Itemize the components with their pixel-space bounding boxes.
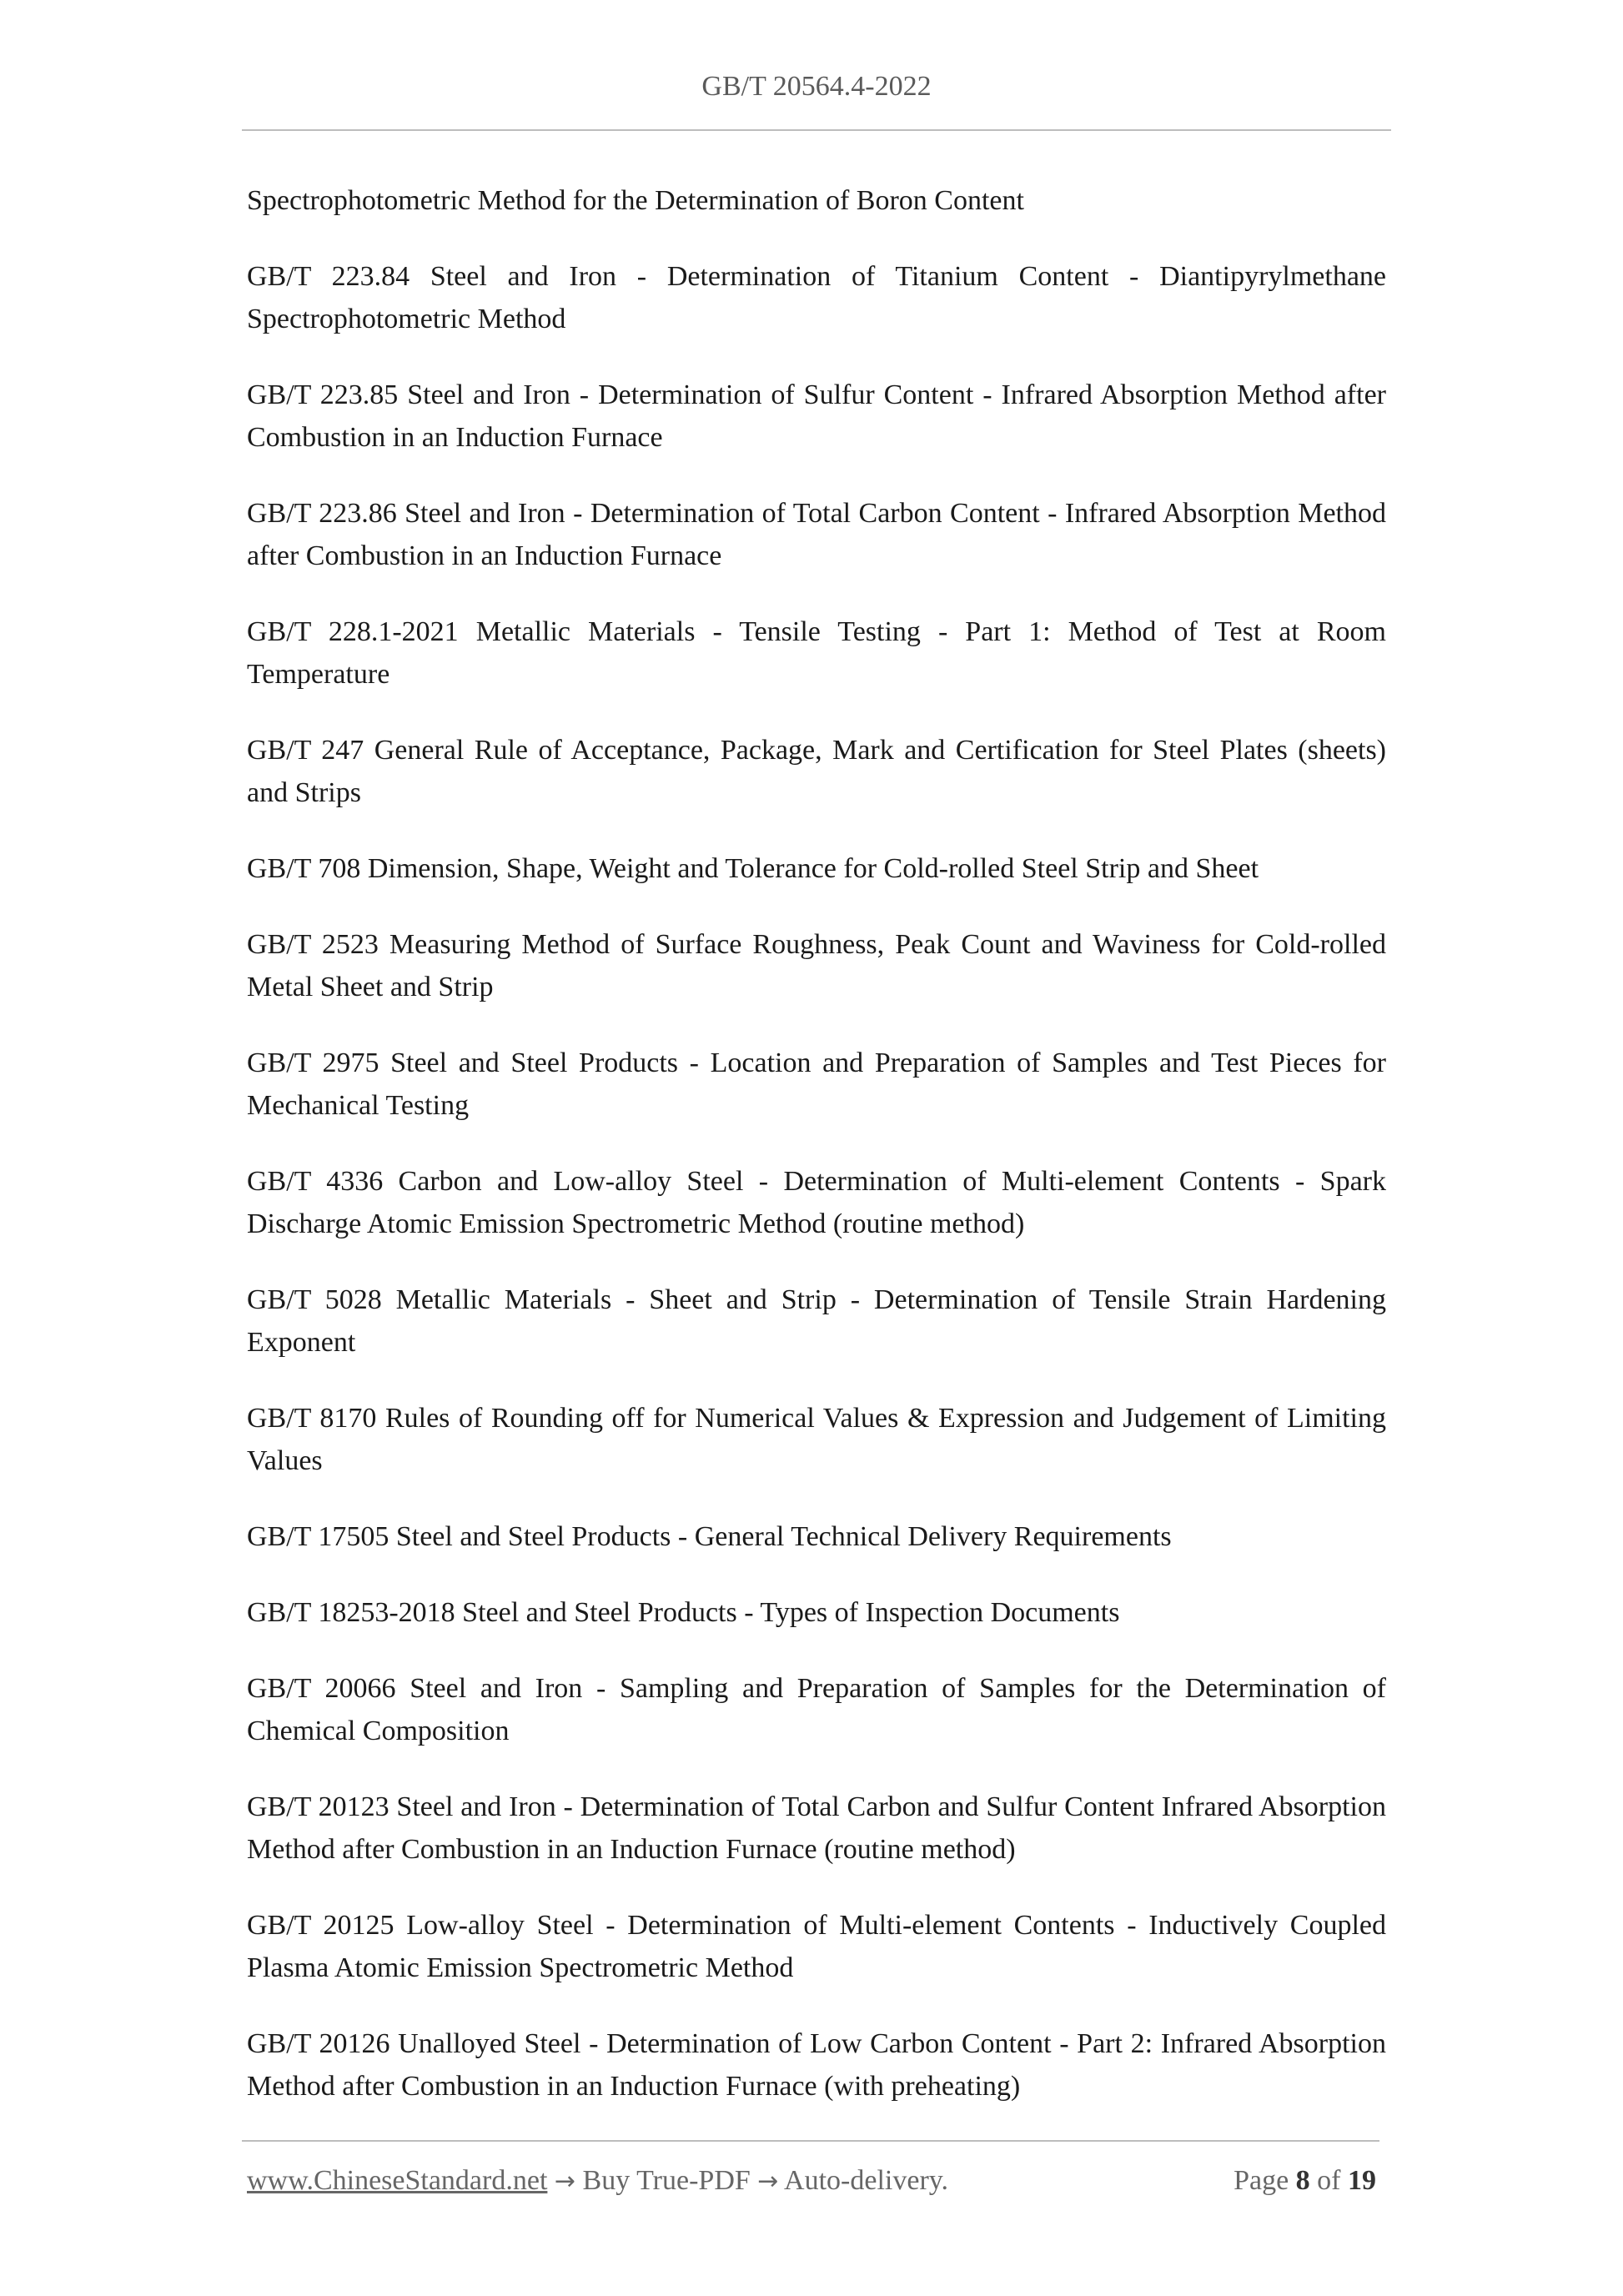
- reference-item: GB/T 20123 Steel and Iron - Determination of Total Carbon and Sulfur Content Infrared Absorption Method after Combustion in an Induction Furnace (routine method): [247, 1791, 1386, 1865]
- reference-item: GB/T 20066 Steel and Iron - Sampling and Preparation of Samples for the Determination of Chemical Composition: [247, 1673, 1386, 1746]
- reference-item: Spectrophotometric Method for the Determination of Boron Content: [247, 185, 1024, 216]
- arrow-right-icon: →: [554, 2167, 576, 2196]
- page-of-label: of: [1317, 2165, 1341, 2196]
- reference-item: GB/T 708 Dimension, Shape, Weight and Tolerance for Cold-rolled Steel Strip and Sheet: [247, 853, 1259, 884]
- reference-item: GB/T 2975 Steel and Steel Products - Location and Preparation of Samples and Test Pieces for Mechanical Testing: [247, 1048, 1386, 1121]
- arrow-right-icon: →: [757, 2167, 779, 2196]
- header-divider: [242, 129, 1391, 131]
- page-current: 8: [1295, 2165, 1310, 2196]
- normative-references-list: [247, 179, 1386, 2141]
- reference-item: GB/T 20126 Unalloyed Steel - Determination of Low Carbon Content - Part 2: Infrared Absorption Method after Combustion in an Induction Furnace (with preheating): [247, 2028, 1386, 2102]
- reference-item: GB/T 247 General Rule of Acceptance, Package, Mark and Certification for Steel Plates (sheets) and Strips: [247, 735, 1386, 808]
- document-id: GB/T 20564.4-2022: [701, 71, 932, 102]
- reference-item: GB/T 18253-2018 Steel and Steel Products - Types of Inspection Documents: [247, 1597, 1120, 1628]
- buy-text: Buy True-PDF: [575, 2165, 758, 2196]
- reference-item: GB/T 2523 Measuring Method of Surface Roughness, Peak Count and Waviness for Cold-rolled Metal Sheet and Strip: [247, 929, 1386, 1002]
- footer-promo: [247, 2164, 948, 2198]
- reference-item: GB/T 223.84 Steel and Iron - Determination of Titanium Content - Diantipyrylmethane Spectrophotometric Method: [247, 261, 1386, 334]
- page-number: [1234, 2164, 1376, 2198]
- reference-item: GB/T 223.86 Steel and Iron - Determination of Total Carbon Content - Infrared Absorption Method after Combustion in an Induction Furnace: [247, 498, 1386, 571]
- reference-item: GB/T 5028 Metallic Materials - Sheet and Strip - Determination of Tensile Strain Hardening Exponent: [247, 1284, 1386, 1358]
- reference-item: GB/T 8170 Rules of Rounding off for Numerical Values & Expression and Judgement of Limiting Values: [247, 1403, 1386, 1476]
- delivery-text: Auto-delivery.: [778, 2165, 949, 2196]
- footer-divider: [242, 2140, 1379, 2142]
- reference-item: GB/T 20125 Low-alloy Steel - Determination of Multi-element Contents - Inductively Coupled Plasma Atomic Emission Spectrometric Method: [247, 1910, 1386, 1983]
- reference-item: GB/T 17505 Steel and Steel Products - General Technical Delivery Requirements: [247, 1521, 1172, 1552]
- site-link[interactable]: www.ChineseStandard.net: [247, 2165, 548, 2196]
- reference-item: GB/T 223.85 Steel and Iron - Determination of Sulfur Content - Infrared Absorption Method after Combustion in an Induction Furnace: [247, 379, 1386, 453]
- page-label: Page: [1234, 2165, 1289, 2196]
- page-total: 19: [1348, 2165, 1376, 2196]
- reference-item: GB/T 228.1-2021 Metallic Materials - Tensile Testing - Part 1: Method of Test at Room Temperature: [247, 616, 1386, 690]
- document-header: [242, 70, 1391, 104]
- reference-item: GB/T 4336 Carbon and Low-alloy Steel - Determination of Multi-element Contents - Spark Discharge Atomic Emission Spectrometric Method (routine method): [247, 1166, 1386, 1239]
